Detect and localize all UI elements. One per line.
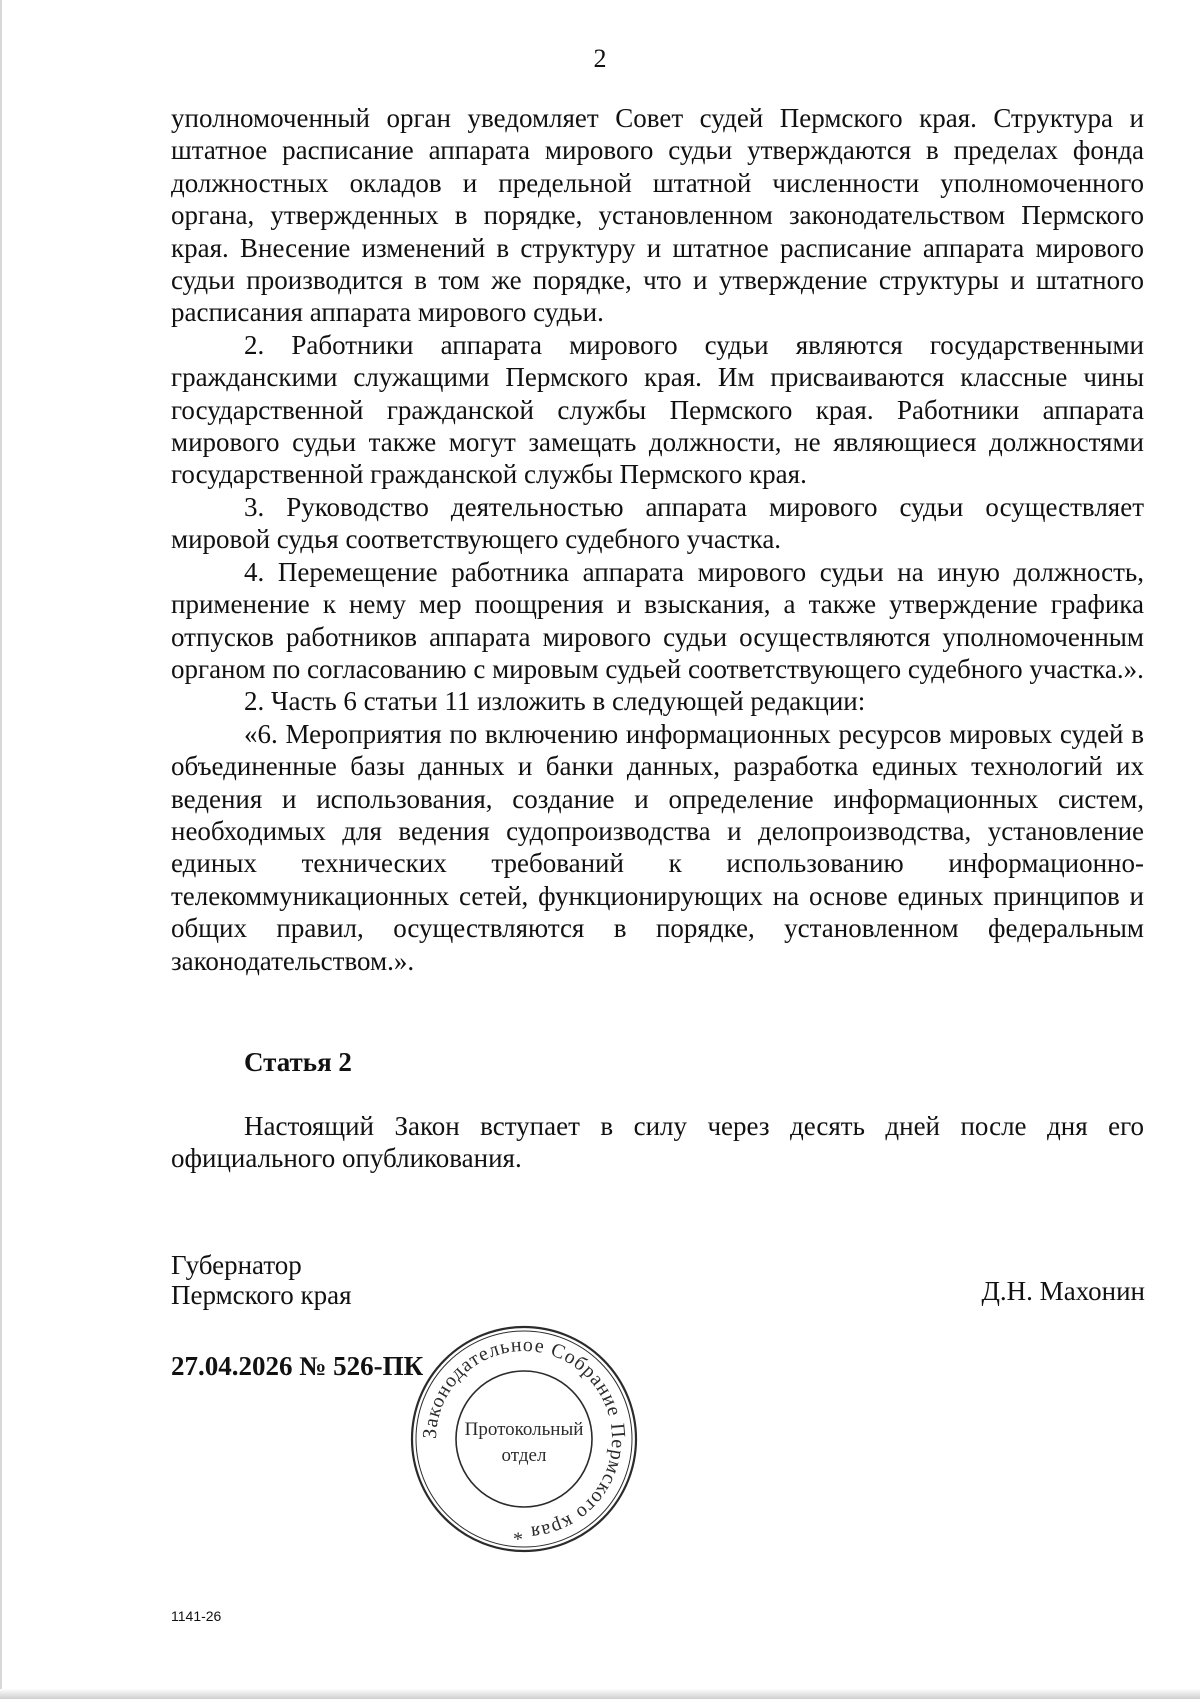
scan-edge-left	[0, 0, 2, 1699]
law-date-number: 27.04.2026 № 526-ПК	[171, 1351, 424, 1381]
stamp-center-line-2: отдел	[501, 1445, 547, 1466]
document-code: 1141-26	[171, 1608, 222, 1624]
page-number: 2	[593, 44, 607, 73]
article-2-heading: Статья 2	[244, 1047, 352, 1077]
stamp-center-line-1: Протокольный	[464, 1419, 584, 1440]
article-2-text: Настоящий Закон вступает в силу через десять дней после дня его официального опубликования.	[171, 1111, 1144, 1174]
paragraph-continuation: уполномоченный орган уведомляет Совет судей Пермского края. Структура и штатное расписание аппарата мирового судьи утверждаются в пределах фонда должностных окладов и предельной штатной численности уполномоченного органа, утвержденных в порядке, установленном законодательством Пермского края. Внесение изменений в структуру и штатное расписание аппарата мирового судьи производится в том же порядке, что и утверждение структуры и штатного расписания аппарата мирового судьи.	[171, 103, 1144, 328]
stamp-graphic	[404, 1319, 644, 1559]
stamp-ring-text: Законодательное Собрание Пермского края *	[418, 1333, 630, 1545]
paragraph-item-2: 2. Работники аппарата мирового судьи являются государственными гражданскими служащими Пермского края. Им присваиваются классные чины государственной гражданской службы Пермского края. Работники аппарата мирового судьи также могут замещать должности, не являющиеся должностями государственной гражданской службы Пермского края.	[171, 329, 1144, 490]
signer-position-line-2: Пермского края	[171, 1280, 352, 1310]
paragraph-part-6-text: «6. Мероприятия по включению информационных ресурсов мировых судей в объединенные базы данных и банки данных, разработка единых технологий их ведения и использования, создание и определение информационных систем, необходимых для ведения судопроизводства и делопроизводства, установление единых технических требований к использованию информационно-телекоммуникационных сетей, функционирующих на основе единых принципов и общих правил, осуществляются в порядке, установленном федеральным законодательством.».	[171, 718, 1144, 976]
article-1-continuation	[171, 102, 1144, 977]
signer-position	[171, 1250, 471, 1310]
scan-edge-bottom	[0, 1689, 1200, 1699]
official-stamp	[404, 1319, 644, 1559]
paragraph-item-4: 4. Перемещение работника аппарата мирового судьи на иную должность, применение к нему мер поощрения и взыскания, а также утверждение графика отпусков работников аппарата мирового судьи осуществляются уполномоченным органом по согласованию с мировым судьей соответствующего судебного участка.».	[171, 556, 1144, 684]
paragraph-amendment-2: 2. Часть 6 статьи 11 изложить в следующей редакции:	[244, 686, 866, 717]
signer-position-line-1: Губернатор	[171, 1250, 302, 1280]
paragraph-item-3: 3. Руководство деятельностью аппарата мирового судьи осуществляет мировой судья соответствующего судебного участка.	[171, 491, 1144, 555]
signer-name: Д.Н. Махонин	[981, 1276, 1145, 1306]
